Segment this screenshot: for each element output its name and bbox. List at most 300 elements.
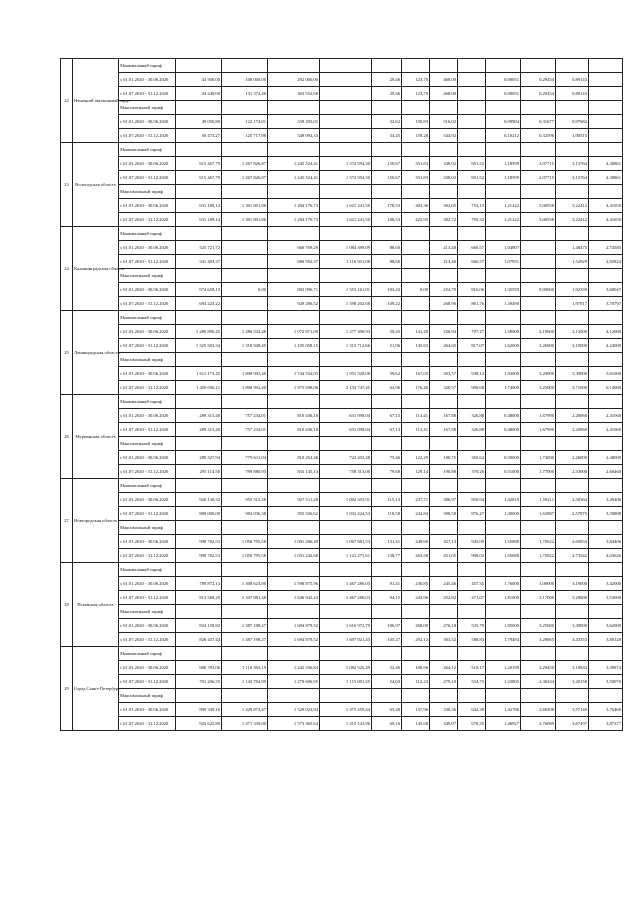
- period-text: с 01.07.2020 - 31.12.2020: [120, 637, 169, 642]
- value-cell: 588,83: [458, 633, 486, 647]
- value-cell: 3,62000: [589, 619, 623, 633]
- period-text: с 01.01.2020 - 30.06.2020: [120, 413, 169, 418]
- value-cell: 0,00000: [521, 283, 556, 297]
- empty-cell: [268, 143, 320, 157]
- value-cell: 1,21222: [486, 213, 521, 227]
- empty-cell: [372, 269, 402, 283]
- period-cell: [119, 73, 176, 87]
- value-cell: [521, 255, 556, 269]
- value-cell: 244,84: [402, 507, 430, 521]
- value-cell: 0,00051: [486, 73, 521, 87]
- empty-cell: [176, 521, 222, 535]
- value-cell: 1 694 879,52: [268, 619, 320, 633]
- empty-cell: [430, 269, 458, 283]
- value-cell: 826 437,44: [176, 633, 222, 647]
- value-cell: 813 568,29: [176, 591, 222, 605]
- period-text: с 01.07.2020 - 31.12.2020: [120, 469, 169, 474]
- value-cell: 386,97: [430, 493, 458, 507]
- value-cell: 150,67: [372, 171, 402, 185]
- period-text: с 01.07.2020 - 31.12.2020: [120, 217, 169, 222]
- empty-cell: [222, 311, 268, 325]
- empty-cell: [222, 479, 268, 493]
- value-cell: 2,50364: [556, 493, 589, 507]
- value-cell: [458, 87, 486, 101]
- region-name: Псковская область: [73, 563, 119, 647]
- value-cell: 850,94: [458, 493, 486, 507]
- empty-cell: [486, 395, 521, 409]
- empty-cell: [486, 311, 521, 325]
- value-cell: 2,97715: [521, 171, 556, 185]
- value-cell: 1 744 532,05: [268, 367, 320, 381]
- empty-cell: [222, 605, 268, 619]
- value-cell: 810 452,46: [268, 451, 320, 465]
- empty-cell: [222, 185, 268, 199]
- table-row: [61, 465, 623, 479]
- empty-cell: [176, 605, 222, 619]
- value-cell: 1 072 871,09: [268, 325, 320, 339]
- period-text: с 01.01.2020 - 30.06.2020: [120, 455, 169, 460]
- tariff-sheet: [60, 58, 623, 731]
- value-cell: 145,68: [402, 717, 430, 731]
- empty-cell: [402, 521, 430, 535]
- empty-cell: [222, 227, 268, 241]
- empty-cell: [222, 353, 268, 367]
- table-row: [61, 633, 623, 647]
- empty-cell: [320, 101, 372, 115]
- value-cell: 256,94: [430, 325, 458, 339]
- empty-cell: [222, 143, 268, 157]
- value-cell: 753,15: [458, 199, 486, 213]
- value-cell: 795,32: [458, 213, 486, 227]
- value-cell: 51,96: [372, 339, 402, 353]
- value-cell: 1 808 992,40: [222, 367, 268, 381]
- value-cell: 1 284 176,73: [268, 199, 320, 213]
- value-cell: 1 611 173,45: [176, 367, 222, 381]
- empty-cell: [521, 227, 556, 241]
- table-row: [61, 381, 623, 395]
- empty-cell: [320, 269, 372, 283]
- empty-cell: [521, 563, 556, 577]
- empty-cell: [268, 647, 320, 661]
- value-cell: 349,07: [430, 717, 458, 731]
- empty-cell: [268, 353, 320, 367]
- tariff-kind-label: [119, 185, 176, 199]
- empty-cell: [176, 353, 222, 367]
- value-cell: 0,48000: [486, 409, 521, 423]
- value-cell: 49 050,80: [176, 115, 222, 129]
- value-cell: 955 336,62: [268, 507, 320, 521]
- value-cell: 1,55088: [486, 535, 521, 549]
- value-cell: 678,35: [458, 717, 486, 731]
- empty-cell: [402, 563, 430, 577]
- value-cell: 3,29000: [556, 591, 589, 605]
- value-cell: 213,40: [430, 241, 458, 255]
- value-cell: 180,75: [430, 451, 458, 465]
- value-cell: 2,74585: [589, 241, 623, 255]
- tariff-kind-text: Минимальный тариф: [120, 147, 162, 152]
- value-cell: 1,23805: [486, 675, 521, 689]
- value-cell: 0,09904: [486, 115, 521, 129]
- period-cell: [119, 157, 176, 171]
- period-text: с 01.01.2020 - 30.06.2020: [120, 497, 169, 502]
- value-cell: 1,46927: [486, 717, 521, 731]
- value-cell: 945,09: [458, 535, 486, 549]
- empty-cell: [556, 227, 589, 241]
- value-cell: 1 242 336,84: [268, 661, 320, 675]
- value-cell: 1 286 896,45: [176, 325, 222, 339]
- value-cell: 1 267 826,87: [222, 157, 268, 171]
- period-cell: [119, 451, 176, 465]
- value-cell: 88,60: [372, 255, 402, 269]
- value-cell: 0,89143: [556, 73, 589, 87]
- period-cell: [119, 549, 176, 563]
- empty-cell: [402, 647, 430, 661]
- value-cell: 615 467,79: [176, 171, 222, 185]
- table-row: [61, 297, 623, 311]
- empty-cell: [176, 185, 222, 199]
- region-name: Ненецкий автономный округ: [73, 59, 119, 143]
- empty-cell: [556, 647, 589, 661]
- value-cell: 4,41650: [589, 213, 623, 227]
- value-cell: 29,46: [372, 87, 402, 101]
- value-cell: 108 000,00: [222, 73, 268, 87]
- empty-cell: [458, 563, 486, 577]
- empty-cell: [486, 479, 521, 493]
- value-cell: 1,75022: [521, 535, 556, 549]
- empty-cell: [372, 185, 402, 199]
- value-cell: 129,14: [402, 465, 430, 479]
- empty-cell: [402, 479, 430, 493]
- empty-cell: [320, 647, 372, 661]
- table-row: [61, 409, 623, 423]
- empty-cell: [268, 521, 320, 535]
- table-row: [61, 717, 623, 731]
- tariff-kind-row: [61, 353, 623, 367]
- value-cell: 1 082 525,49: [320, 661, 372, 675]
- empty-cell: [176, 437, 222, 451]
- empty-cell: [268, 59, 320, 73]
- period-cell: [119, 367, 176, 381]
- value-cell: 1 808 992,40: [222, 381, 268, 395]
- period-text: с 01.01.2020 - 30.06.2020: [120, 623, 169, 628]
- value-cell: 1 116 931,08: [320, 255, 372, 269]
- value-cell: 3,00558: [521, 213, 556, 227]
- value-cell: 3,39000: [556, 367, 589, 381]
- empty-cell: [402, 353, 430, 367]
- table-row: [61, 325, 623, 339]
- empty-cell: [589, 59, 623, 73]
- empty-cell: [556, 521, 589, 535]
- value-cell: 3,70797: [589, 297, 623, 311]
- value-cell: 103,43: [372, 283, 402, 297]
- value-cell: 320,57: [430, 381, 458, 395]
- empty-cell: [556, 59, 589, 73]
- empty-cell: [402, 689, 430, 703]
- value-cell: 105,27: [372, 633, 402, 647]
- region-name: Город Санкт-Петербург: [73, 647, 119, 731]
- empty-cell: [486, 605, 521, 619]
- period-cell: [119, 381, 176, 395]
- value-cell: 468,00: [430, 87, 458, 101]
- period-cell: [119, 619, 176, 633]
- table-row: [61, 171, 623, 185]
- value-cell: 929 286,52: [268, 297, 320, 311]
- empty-cell: [486, 227, 521, 241]
- value-cell: 631 098,04: [320, 423, 372, 437]
- empty-cell: [521, 101, 556, 115]
- value-cell: 1 572 594,30: [320, 171, 372, 185]
- period-text: с 01.07.2020 - 31.12.2020: [120, 427, 169, 432]
- value-cell: 3,84406: [589, 535, 623, 549]
- value-cell: 254,70: [430, 283, 458, 297]
- empty-cell: [372, 605, 402, 619]
- value-cell: 631 189,14: [176, 213, 222, 227]
- value-cell: [222, 241, 268, 255]
- empty-cell: [430, 647, 458, 661]
- region-number: 29: [61, 647, 73, 731]
- value-cell: 691,52: [458, 157, 486, 171]
- value-cell: 123,70: [402, 87, 430, 101]
- value-cell: 1 429 873,47: [222, 703, 268, 717]
- value-cell: 326,88: [458, 409, 486, 423]
- value-cell: 6,14000: [589, 381, 623, 395]
- value-cell: 660,57: [458, 241, 486, 255]
- value-cell: 1 277 390,93: [320, 325, 372, 339]
- value-cell: 326,88: [458, 423, 486, 437]
- region-number: 26: [61, 395, 73, 479]
- value-cell: 264,12: [430, 661, 458, 675]
- value-cell: 674 658,13: [176, 283, 222, 297]
- value-cell: 1 050 795,58: [222, 535, 268, 549]
- value-cell: 398,58: [430, 507, 458, 521]
- empty-cell: [486, 521, 521, 535]
- table-row: [61, 451, 623, 465]
- tariff-kind-label: [119, 395, 176, 409]
- empty-cell: [486, 353, 521, 367]
- period-text: с 01.01.2020 - 30.06.2020: [120, 161, 169, 166]
- value-cell: 1,73000: [521, 451, 556, 465]
- empty-cell: [556, 605, 589, 619]
- table-row: [61, 591, 623, 605]
- value-cell: 468,00: [430, 73, 458, 87]
- empty-cell: [222, 521, 268, 535]
- value-cell: 642,38: [458, 703, 486, 717]
- tariff-kind-row: [61, 227, 623, 241]
- value-cell: 54,03: [372, 675, 402, 689]
- value-cell: 817,07: [458, 339, 486, 353]
- region-number: 22: [61, 59, 73, 143]
- value-cell: 1,42819: [486, 493, 521, 507]
- value-cell: 722 202,48: [320, 451, 372, 465]
- empty-cell: [176, 647, 222, 661]
- value-cell: 1 267 826,87: [222, 171, 268, 185]
- value-cell: [589, 87, 623, 101]
- value-cell: 34,45: [372, 129, 402, 143]
- value-cell: 3,76460: [589, 703, 623, 717]
- value-cell: 263,58: [402, 549, 430, 563]
- value-cell: 926 130,32: [176, 493, 222, 507]
- tariff-kind-row: [61, 689, 623, 703]
- value-cell: 1 279 606,95: [268, 675, 320, 689]
- value-cell: 403,36: [402, 199, 430, 213]
- value-cell: 331,83: [402, 157, 430, 171]
- region-name: Новгородская область: [73, 479, 119, 563]
- value-cell: 1 105 058,15: [268, 339, 320, 353]
- empty-cell: [521, 143, 556, 157]
- empty-cell: [486, 647, 521, 661]
- value-cell: 3,22412: [556, 213, 589, 227]
- empty-cell: [402, 185, 430, 199]
- empty-cell: [556, 101, 589, 115]
- period-cell: [119, 409, 176, 423]
- value-cell: 44 249,00: [176, 87, 222, 101]
- value-cell: 2,26000: [556, 451, 589, 465]
- value-cell: 1 697 821,43: [320, 633, 372, 647]
- tariff-kind-row: [61, 143, 623, 157]
- empty-cell: [176, 311, 222, 325]
- value-cell: 691,52: [458, 171, 486, 185]
- tariff-kind-text: Максимальный тариф: [120, 441, 164, 446]
- tariff-kind-label: [119, 563, 176, 577]
- value-cell: 213,40: [430, 255, 458, 269]
- empty-cell: [320, 395, 372, 409]
- value-cell: [402, 297, 430, 311]
- empty-cell: [430, 311, 458, 325]
- value-cell: 0,32596: [521, 129, 556, 143]
- value-cell: [589, 73, 623, 87]
- empty-cell: [176, 269, 222, 283]
- value-cell: 3,25000: [521, 381, 556, 395]
- period-cell: [119, 297, 176, 311]
- value-cell: 1,93000: [486, 367, 521, 381]
- period-cell: [119, 199, 176, 213]
- value-cell: 471,07: [458, 591, 486, 605]
- period-text: с 01.01.2020 - 30.06.2020: [120, 245, 169, 250]
- tariff-kind-text: Максимальный тариф: [120, 273, 164, 278]
- empty-cell: [268, 101, 320, 115]
- value-cell: 1 646 842,24: [268, 591, 320, 605]
- tariff-kind-label: [119, 269, 176, 283]
- value-cell: 2 134 747,45: [320, 381, 372, 395]
- value-cell: 789 872,13: [176, 577, 222, 591]
- value-cell: 631 189,14: [176, 199, 222, 213]
- value-cell: 2,33000: [556, 465, 589, 479]
- tariff-kind-row: [61, 521, 623, 535]
- empty-cell: [320, 521, 372, 535]
- value-cell: 65,49: [372, 703, 402, 717]
- value-cell: 1 284 176,73: [268, 213, 320, 227]
- empty-cell: [268, 269, 320, 283]
- value-cell: 0,10212: [486, 129, 521, 143]
- empty-cell: [521, 353, 556, 367]
- value-cell: 425,95: [402, 213, 430, 227]
- value-cell: 370,26: [458, 465, 486, 479]
- value-cell: 1 301 801,86: [222, 213, 268, 227]
- value-cell: 109,22: [372, 297, 402, 311]
- value-cell: 1 115 001,25: [320, 675, 372, 689]
- value-cell: 3,67497: [556, 717, 589, 731]
- value-cell: 3,57140: [556, 703, 589, 717]
- empty-cell: [372, 59, 402, 73]
- value-cell: 276,18: [430, 619, 458, 633]
- value-cell: 43 500,00: [176, 73, 222, 87]
- empty-cell: [430, 143, 458, 157]
- empty-cell: [458, 185, 486, 199]
- value-cell: 1 245 524,41: [268, 157, 320, 171]
- empty-cell: [402, 227, 430, 241]
- tariff-kind-text: Минимальный тариф: [120, 567, 162, 572]
- value-cell: 2,48000: [589, 451, 623, 465]
- value-cell: 2,68308: [521, 703, 556, 717]
- value-cell: 2,19000: [521, 325, 556, 339]
- value-cell: 1,20199: [486, 661, 521, 675]
- table-row: [61, 661, 623, 675]
- value-cell: 541 493,37: [176, 255, 222, 269]
- value-cell: 1,55088: [486, 549, 521, 563]
- tariff-kind-row: [61, 185, 623, 199]
- empty-cell: [372, 521, 402, 535]
- value-cell: 833 145,13: [268, 465, 320, 479]
- empty-cell: [458, 227, 486, 241]
- value-cell: 3,08000: [521, 577, 556, 591]
- empty-cell: [556, 479, 589, 493]
- table-row: [61, 73, 623, 87]
- period-text: с 01.07.2020 - 31.12.2020: [120, 385, 169, 390]
- empty-cell: [320, 689, 372, 703]
- tariff-kind-row: [61, 269, 623, 283]
- tariff-kind-label: [119, 143, 176, 157]
- table-row: [61, 703, 623, 717]
- period-cell: [119, 241, 176, 255]
- empty-cell: [556, 563, 589, 577]
- period-text: с 01.01.2020 - 30.06.2020: [120, 329, 169, 334]
- empty-cell: [402, 101, 430, 115]
- period-cell: [119, 213, 176, 227]
- value-cell: 29,46: [372, 73, 402, 87]
- value-cell: [589, 115, 623, 129]
- period-cell: [119, 703, 176, 717]
- period-text: с 01.07.2020 - 31.12.2020: [120, 133, 169, 138]
- empty-cell: [372, 395, 402, 409]
- empty-cell: [521, 689, 556, 703]
- value-cell: [320, 73, 372, 87]
- empty-cell: [222, 395, 268, 409]
- value-cell: 0,29454: [521, 73, 556, 87]
- empty-cell: [430, 59, 458, 73]
- value-cell: 2,41060: [589, 423, 623, 437]
- empty-cell: [430, 479, 458, 493]
- value-cell: 303 552,68: [268, 87, 320, 101]
- value-cell: 2,20060: [556, 423, 589, 437]
- value-cell: 2,82824: [589, 255, 623, 269]
- period-text: с 01.07.2020 - 31.12.2020: [120, 595, 169, 600]
- value-cell: 427,13: [430, 535, 458, 549]
- value-cell: 1 387 198,27: [222, 619, 268, 633]
- empty-cell: [222, 437, 268, 451]
- empty-cell: [458, 689, 486, 703]
- period-cell: [119, 465, 176, 479]
- tariff-kind-row: [61, 605, 623, 619]
- value-cell: 3,53000: [589, 591, 623, 605]
- empty-cell: [521, 605, 556, 619]
- empty-cell: [372, 353, 402, 367]
- tariff-kind-text: Максимальный тариф: [120, 525, 164, 530]
- value-cell: 167,05: [402, 367, 430, 381]
- value-cell: 3,42000: [589, 577, 623, 591]
- value-cell: 0,89143: [556, 87, 589, 101]
- period-cell: [119, 675, 176, 689]
- value-cell: 1 621 241,50: [320, 199, 372, 213]
